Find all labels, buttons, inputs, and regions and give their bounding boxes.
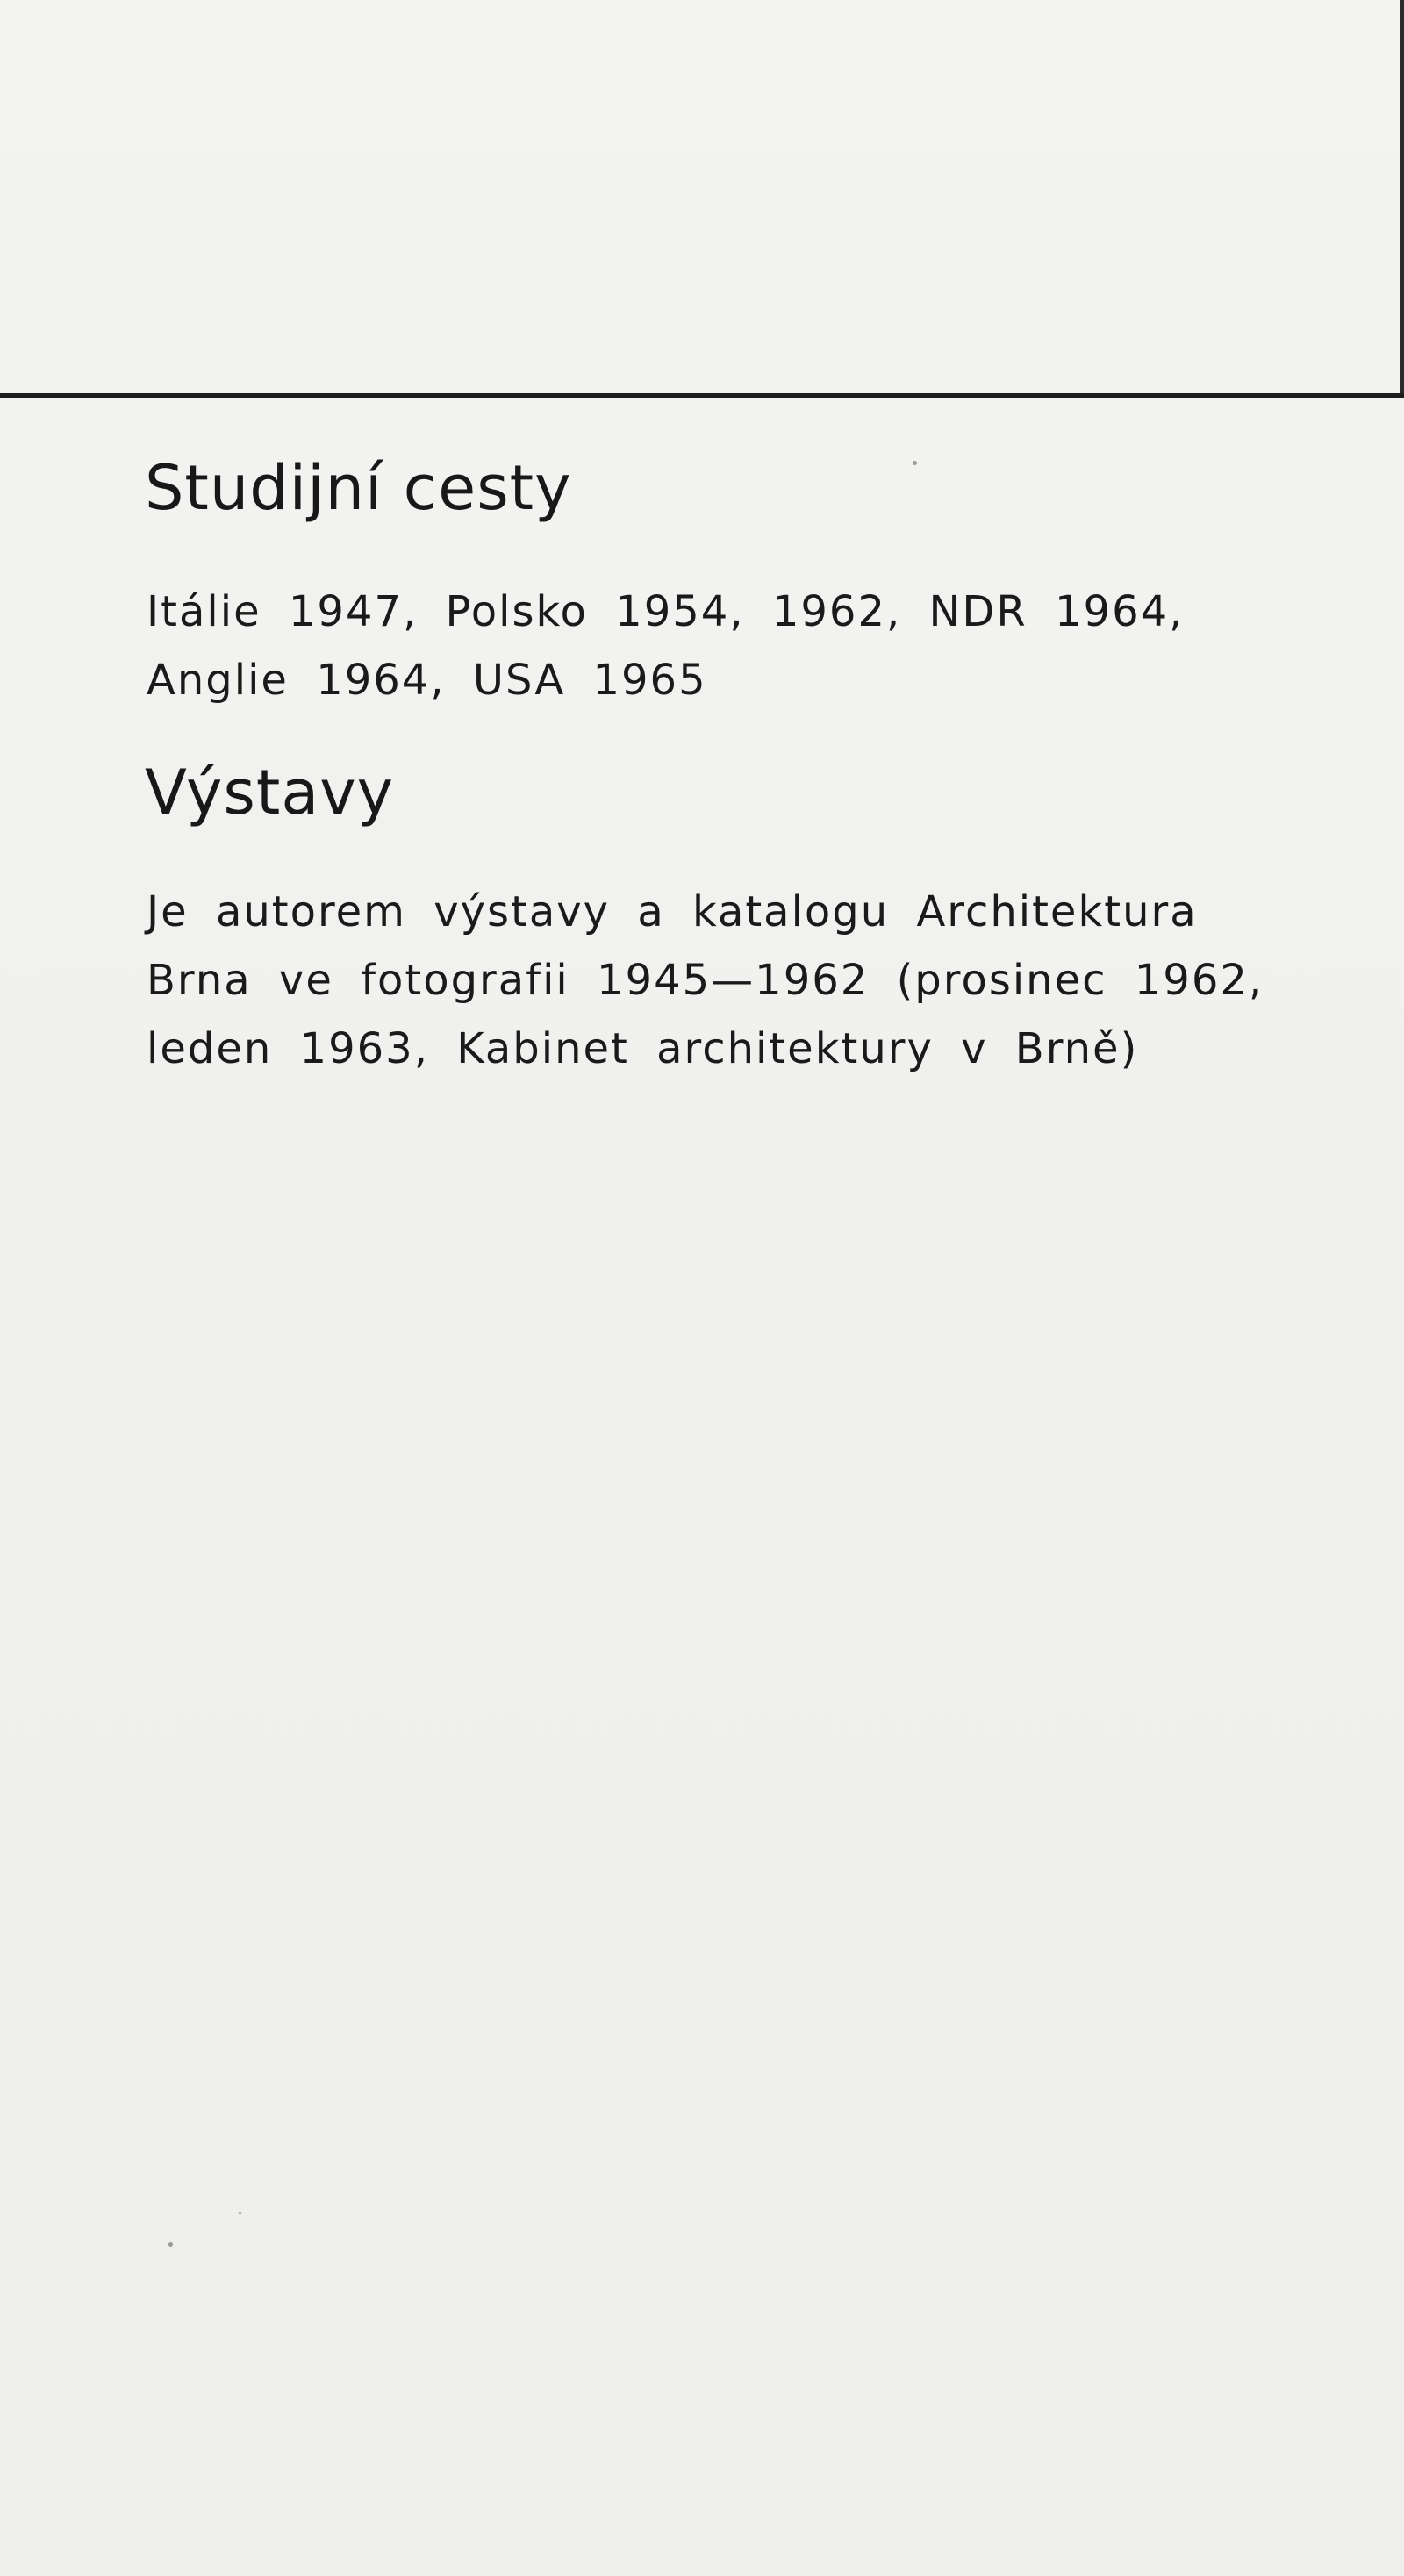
text-line: Itálie 1947, Polsko 1954, 1962, NDR 1964, xyxy=(147,587,1185,636)
section-heading-study-trips: Studijní cesty xyxy=(145,452,572,524)
section-heading-exhibitions: Výstavy xyxy=(145,757,395,829)
page-edge-shadow xyxy=(1400,0,1404,395)
section-text-study-trips xyxy=(147,578,1287,714)
section-text-exhibitions xyxy=(147,878,1287,1083)
paper-speck xyxy=(239,2212,241,2214)
text-line: Je autorem výstavy a katalogu Architektura xyxy=(147,887,1198,936)
paper-speck xyxy=(913,461,917,465)
paper-speck xyxy=(168,2242,173,2247)
horizontal-rule xyxy=(0,393,1404,398)
text-line: leden 1963, Kabinet architektury v Brně) xyxy=(147,1024,1139,1073)
text-line: Anglie 1964, USA 1965 xyxy=(147,656,707,705)
text-line: Brna ve fotografii 1945—1962 (prosinec 1962, xyxy=(147,956,1264,1005)
